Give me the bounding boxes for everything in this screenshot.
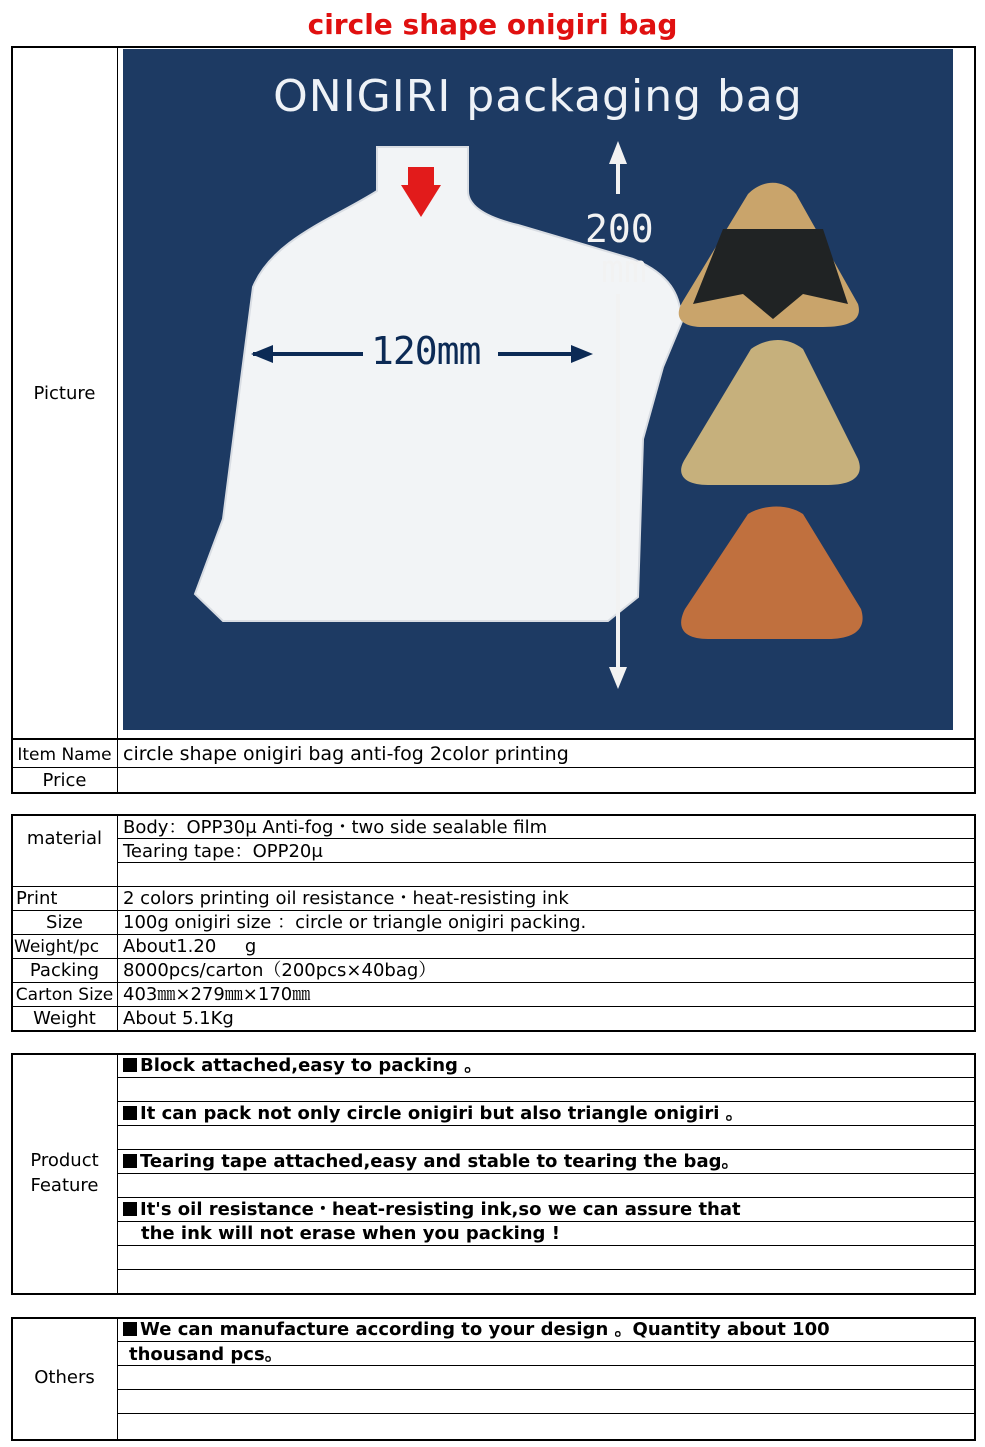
onigiri-plain	[681, 340, 860, 485]
weight-value: About 5.1Kg	[123, 1008, 234, 1029]
bullet-square-icon	[123, 1106, 137, 1120]
packing-label: Packing	[29, 960, 100, 981]
bullet-square-icon	[123, 1322, 137, 1336]
print-value: 2 colors printing oil resistance・heat-resisting ink	[123, 888, 569, 909]
feature-item: It can pack not only circle onigiri but also triangle onigiri 。	[123, 1102, 744, 1126]
tear-arrow-icon	[408, 167, 434, 185]
price-label: Price	[42, 770, 87, 791]
feature-item-continued: the ink will not erase when you packing !	[141, 1223, 560, 1244]
weight-label: Weight	[33, 1008, 96, 1029]
feature-item: It's oil resistance・heat-resisting ink,so we can assure that	[123, 1198, 741, 1222]
size-value: 100g onigiri size ：circle or triangle onigiri packing.	[123, 912, 587, 933]
height-dimension-unit: mm	[601, 247, 647, 291]
carton-size-value: 403㎜×279㎜×170㎜	[123, 984, 311, 1005]
picture-heading: ONIGIRI packaging bag	[273, 71, 803, 122]
item-name-label: Item Name	[17, 745, 112, 765]
material-tearing-tape: Tearing tape：OPP20μ	[123, 841, 323, 862]
feature-table	[11, 1053, 976, 1295]
packing-value: 8000pcs/carton（200pcs×40bag）	[123, 960, 437, 981]
width-dimension: 120mm	[371, 329, 481, 373]
page-title: circle shape onigiri bag	[307, 8, 678, 41]
picture-label: Picture	[33, 383, 96, 404]
others-item-continued: thousand pcs。	[129, 1344, 283, 1365]
arrow-down-icon	[609, 667, 627, 689]
item-name-value: circle shape onigiri bag anti-fog 2color printing	[123, 743, 569, 765]
material-body: Body：OPP30μ Anti-fog・two side sealable film	[123, 817, 548, 838]
arrow-up-icon	[609, 141, 627, 164]
weight-per-pc-value: About1.20 g	[123, 936, 257, 957]
feature-label-line2: Feature	[30, 1175, 99, 1196]
product-picture	[123, 49, 953, 730]
others-label: Others	[34, 1367, 95, 1388]
feature-item: Tearing tape attached,easy and stable to tearing the bag。	[123, 1150, 739, 1174]
bullet-square-icon	[123, 1154, 137, 1168]
others-item: We can manufacture according to your design 。Quantity about 100	[123, 1318, 830, 1342]
weight-per-pc-label: Weight/pc	[14, 937, 100, 957]
feature-label-line1: Product	[30, 1150, 99, 1171]
height-dimension-number: 200	[585, 207, 654, 251]
carton-size-label: Carton Size	[15, 985, 114, 1005]
onigiri-seasoned	[681, 507, 862, 640]
bullet-square-icon	[123, 1202, 137, 1216]
feature-item: Block attached,easy to packing 。	[123, 1054, 482, 1078]
material-label: material	[26, 828, 103, 849]
bullet-square-icon	[123, 1058, 137, 1072]
print-label: Print	[16, 888, 58, 909]
bag-illustration	[123, 49, 953, 730]
size-label: Size	[46, 912, 83, 933]
